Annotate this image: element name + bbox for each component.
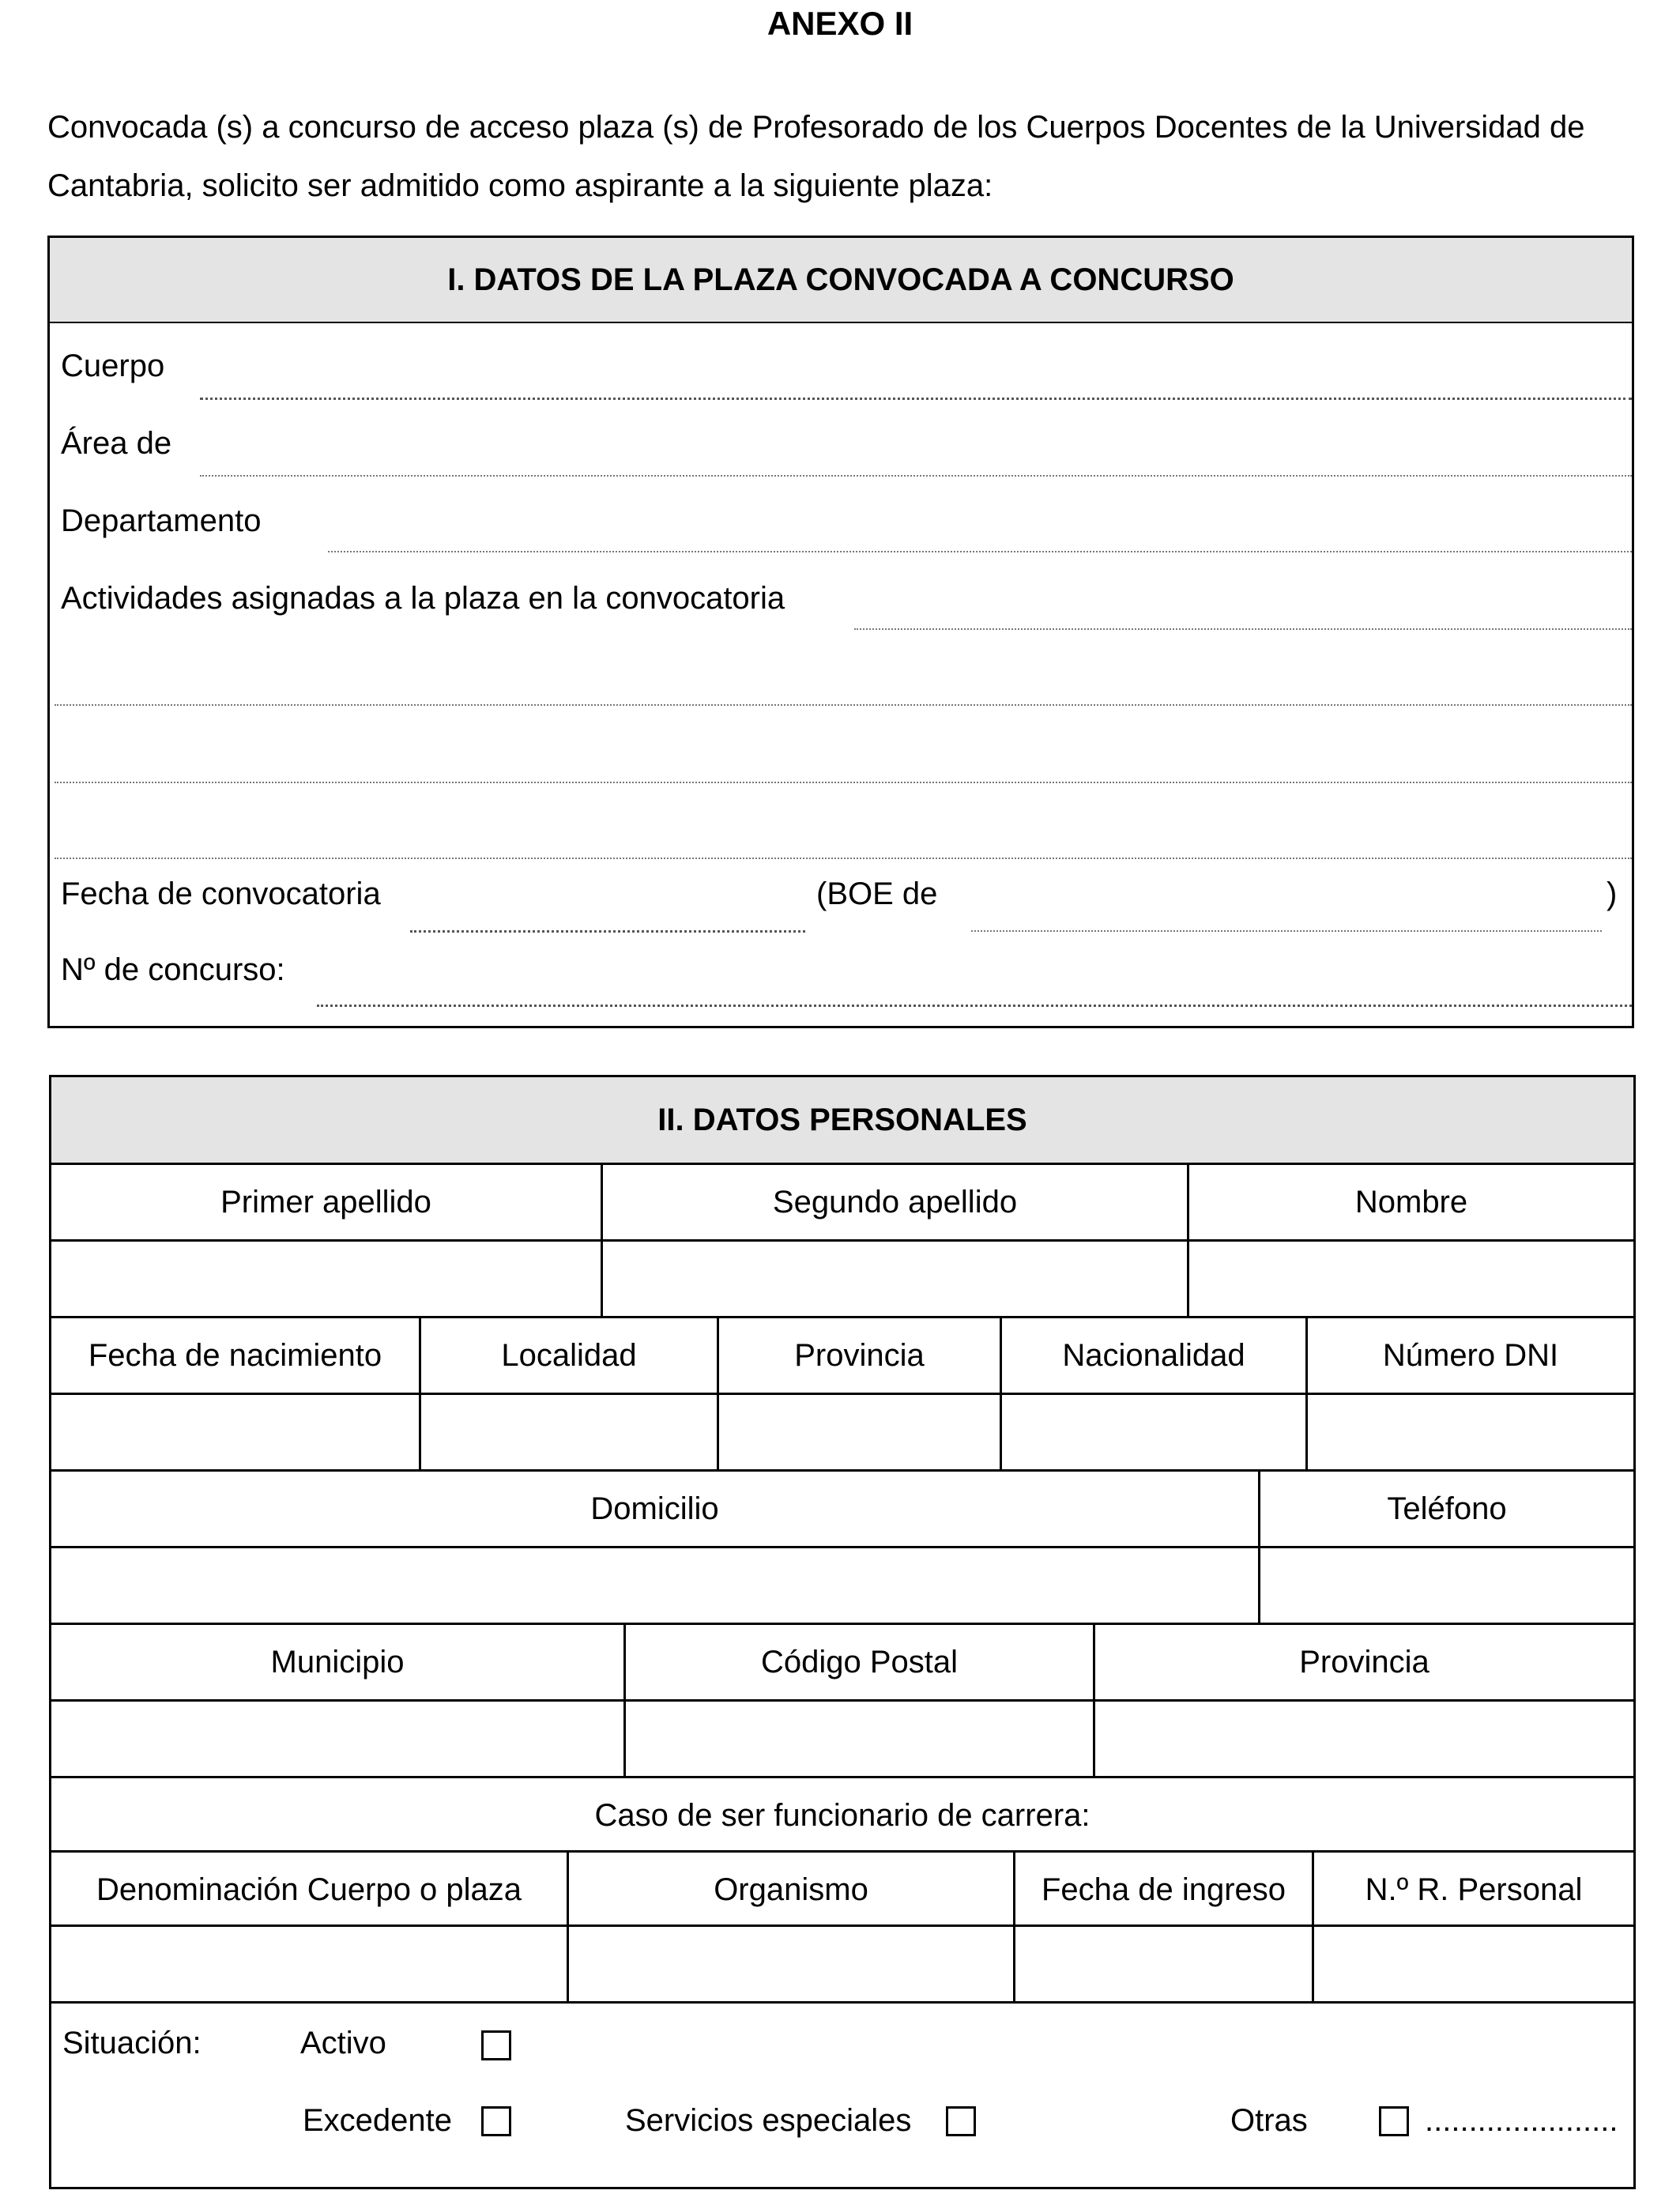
localidad-label: Localidad bbox=[421, 1318, 719, 1393]
fecha-nacimiento-label: Fecha de nacimiento bbox=[51, 1318, 421, 1393]
provincia-input[interactable] bbox=[719, 1395, 1002, 1469]
boe-label: (BOE de bbox=[816, 876, 938, 911]
fecha-convocatoria-field[interactable] bbox=[410, 930, 805, 933]
otras-checkbox[interactable] bbox=[1379, 2106, 1409, 2136]
denominacion-label: Denominación Cuerpo o plaza bbox=[51, 1853, 569, 1927]
departamento-field[interactable] bbox=[328, 551, 1632, 552]
actividades-label: Actividades asignadas a la plaza en la convocatoria bbox=[61, 581, 785, 616]
codigo-postal-input[interactable] bbox=[626, 1702, 1095, 1776]
activo-checkbox[interactable] bbox=[481, 2030, 511, 2060]
dni-input[interactable] bbox=[1308, 1395, 1633, 1469]
row-domicilio-inputs bbox=[51, 1546, 1633, 1623]
section-personales-heading: II. DATOS PERSONALES bbox=[51, 1077, 1633, 1163]
area-label: Área de bbox=[61, 426, 172, 461]
funcionario-label: Caso de ser funcionario de carrera: bbox=[594, 1797, 1090, 1833]
cuerpo-field[interactable] bbox=[200, 398, 1632, 400]
row-nacimiento-inputs bbox=[51, 1393, 1633, 1469]
dni-label: Número DNI bbox=[1382, 1337, 1559, 1373]
registro-personal-input[interactable] bbox=[1314, 1927, 1633, 2001]
domicilio-label: Domicilio bbox=[51, 1472, 1260, 1546]
area-field[interactable] bbox=[200, 475, 1632, 477]
actividades-line-4[interactable] bbox=[55, 858, 1632, 859]
segundo-apellido-input[interactable] bbox=[603, 1242, 1189, 1316]
section-plaza bbox=[47, 236, 1634, 1028]
row-apellidos-inputs bbox=[51, 1239, 1633, 1316]
row-funcionario bbox=[51, 1776, 1633, 1853]
actividades-line-3[interactable] bbox=[55, 782, 1632, 783]
fecha-ingreso-label: Fecha de ingreso bbox=[1015, 1853, 1314, 1927]
municipio-input[interactable] bbox=[51, 1702, 626, 1776]
section-datos-personales bbox=[49, 1075, 1636, 2189]
row-municipio-inputs bbox=[51, 1699, 1633, 1776]
row-domicilio-labels bbox=[51, 1469, 1633, 1546]
organismo-label: Organismo bbox=[569, 1853, 1015, 1927]
provincia-domicilio-label: Provincia bbox=[1299, 1644, 1430, 1679]
concurso-field[interactable] bbox=[317, 1005, 1632, 1007]
section-plaza-heading: I. DATOS DE LA PLAZA CONVOCADA A CONCURSO bbox=[50, 238, 1632, 323]
servicios-especiales-checkbox[interactable] bbox=[946, 2106, 976, 2136]
concurso-label: Nº de concurso: bbox=[61, 952, 285, 987]
excedente-checkbox[interactable] bbox=[481, 2106, 511, 2136]
row-apellidos-labels bbox=[51, 1163, 1633, 1239]
actividades-field[interactable] bbox=[854, 628, 1632, 630]
situacion-label: Situación: bbox=[62, 2026, 202, 2060]
nombre-label: Nombre bbox=[1354, 1184, 1468, 1220]
nacionalidad-label: Nacionalidad bbox=[1002, 1318, 1308, 1393]
registro-personal-label: N.º R. Personal bbox=[1365, 1872, 1583, 1907]
excedente-label: Excedente bbox=[303, 2103, 453, 2138]
segundo-apellido-label: Segundo apellido bbox=[603, 1165, 1189, 1239]
row-municipio-labels bbox=[51, 1623, 1633, 1699]
fecha-convocatoria-label: Fecha de convocatoria bbox=[61, 876, 381, 911]
fecha-nacimiento-input[interactable] bbox=[51, 1395, 421, 1469]
actividades-line-2[interactable] bbox=[55, 704, 1632, 706]
provincia-domicilio-input[interactable] bbox=[1095, 1702, 1633, 1776]
telefono-label: Teléfono bbox=[1387, 1491, 1507, 1526]
intro-paragraph: Convocada (s) a concurso de acceso plaza (s) de Profesorado de los Cuerpos Docentes de la Universidad de Cantabria, solicito ser admitido como aspirante a la siguiente plaza: bbox=[47, 110, 1585, 203]
domicilio-input[interactable] bbox=[51, 1548, 1260, 1623]
page-title: ANEXO II bbox=[767, 5, 913, 42]
primer-apellido-label: Primer apellido bbox=[51, 1165, 603, 1239]
denominacion-input[interactable] bbox=[51, 1927, 569, 2001]
localidad-input[interactable] bbox=[421, 1395, 719, 1469]
row-cuerpo-labels bbox=[51, 1850, 1633, 1927]
situacion-divider bbox=[51, 2001, 1633, 2004]
codigo-postal-label: Código Postal bbox=[626, 1625, 1095, 1699]
boe-field[interactable] bbox=[971, 930, 1602, 932]
boe-close: ) bbox=[1607, 876, 1618, 911]
row-cuerpo-inputs bbox=[51, 1924, 1633, 2001]
servicios-especiales-label: Servicios especiales bbox=[625, 2103, 912, 2138]
activo-label: Activo bbox=[300, 2026, 386, 2060]
departamento-label: Departamento bbox=[61, 503, 262, 538]
municipio-label: Municipio bbox=[51, 1625, 626, 1699]
row-nacimiento-labels bbox=[51, 1316, 1633, 1393]
provincia-label: Provincia bbox=[719, 1318, 1002, 1393]
otras-label: Otras bbox=[1230, 2103, 1308, 2138]
fecha-ingreso-input[interactable] bbox=[1015, 1927, 1314, 2001]
otras-field[interactable]: ...................... bbox=[1425, 2103, 1618, 2138]
telefono-input[interactable] bbox=[1260, 1548, 1633, 1623]
nombre-input[interactable] bbox=[1189, 1242, 1633, 1316]
nacionalidad-input[interactable] bbox=[1002, 1395, 1308, 1469]
organismo-input[interactable] bbox=[569, 1927, 1015, 2001]
primer-apellido-input[interactable] bbox=[51, 1242, 603, 1316]
cuerpo-label: Cuerpo bbox=[61, 349, 165, 383]
